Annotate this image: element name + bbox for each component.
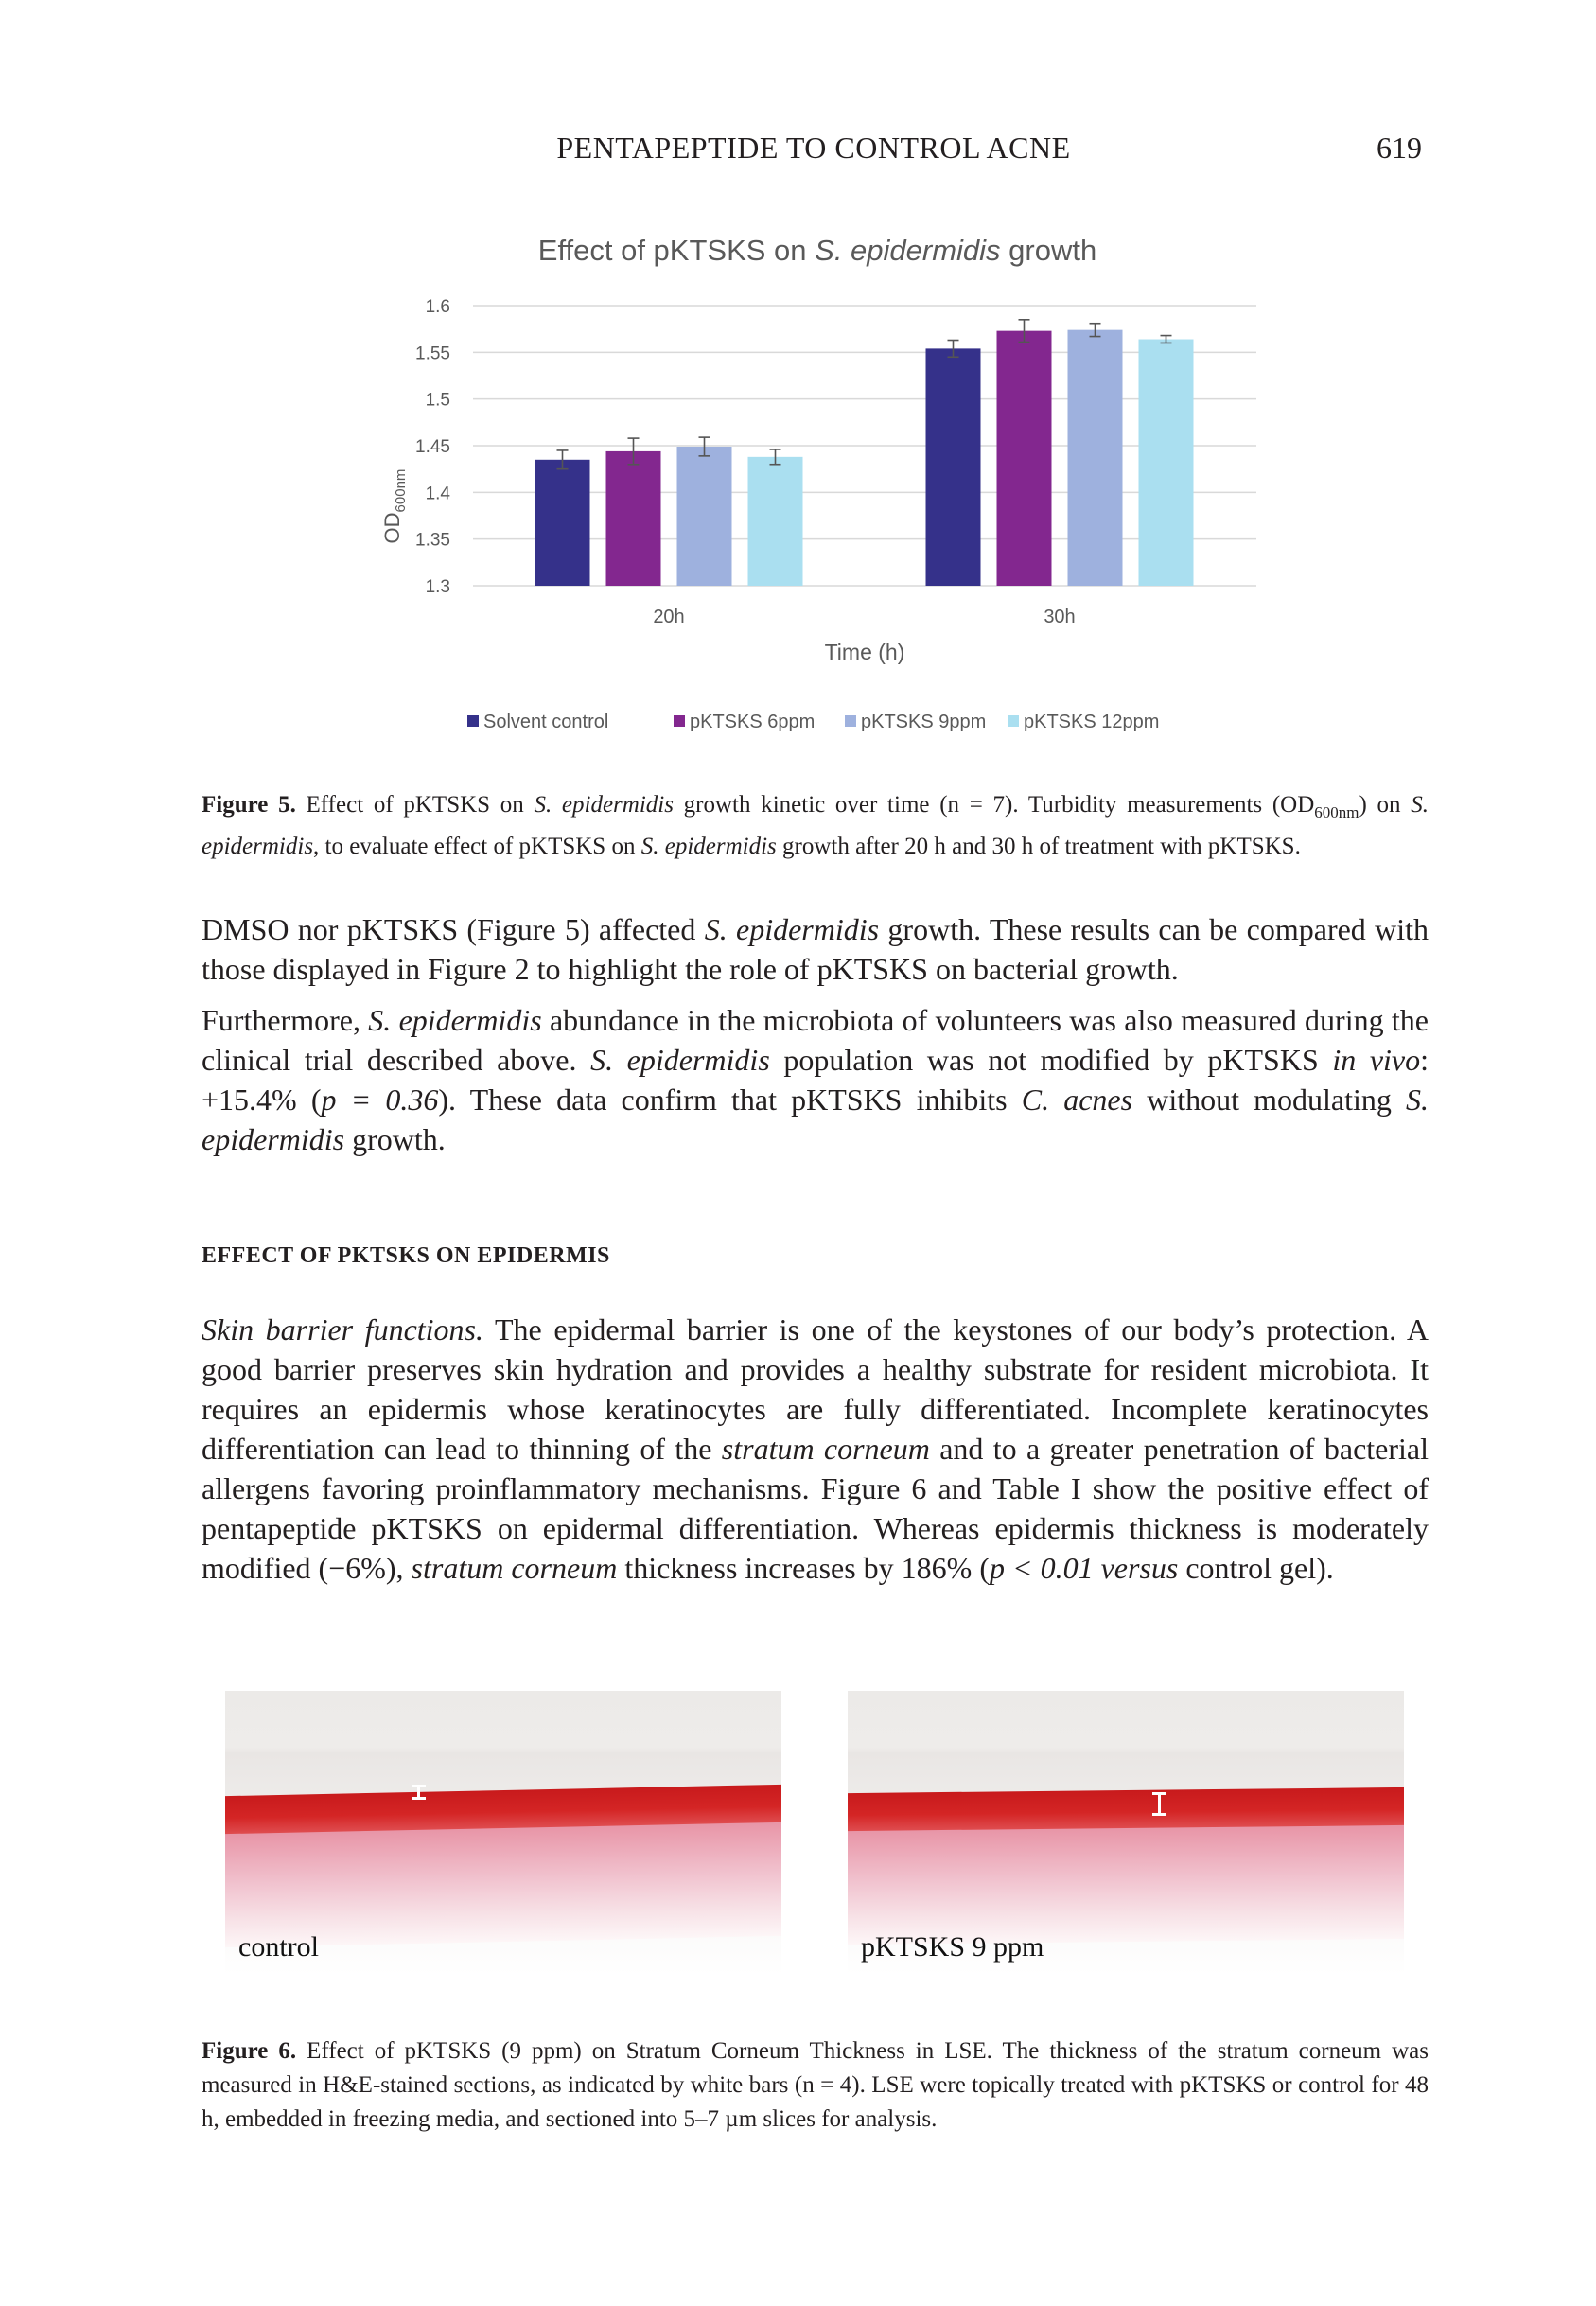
chart-x-axis-label: Time (h) (824, 640, 905, 664)
chart-y-axis-label-main: OD (380, 512, 404, 544)
figure6-caption (202, 2034, 1429, 2137)
paragraph-text: and to a greater penetration of bacterial allergens favoring proinflammatory mechanisms. Figure 6 and Table I show the positive effect of pentapeptide pKTSKS on epidermal differentiation. Whereas epidermis thickness is moderately modified (−6%), (202, 1432, 1429, 1585)
chart-title-part-3: growth (1000, 234, 1097, 267)
bar-solvent-control-20h (535, 460, 590, 586)
figure5-caption (202, 788, 1429, 864)
paragraph-text: control gel). (1178, 1551, 1334, 1585)
paragraph-italic: S. epidermidis (590, 1043, 770, 1077)
y-tick-label: 1.4 (425, 484, 450, 504)
figure6-caption-label: Figure 6. (202, 2038, 297, 2064)
figure5-caption-label: Figure 5. (202, 792, 296, 818)
paragraph-italic: S. epidermidis (704, 912, 880, 946)
paragraph-italic: p = 0.36 (321, 1083, 439, 1117)
figure6-micrograph-control (225, 1691, 781, 1975)
caption-text: growth after 20 h and 30 h of treatment with pKTSKS. (776, 834, 1301, 859)
page-number: 619 (1377, 131, 1422, 165)
paragraph-italic: S. epidermidis (368, 1003, 542, 1037)
bar-pktsks-12ppm-30h (1139, 340, 1194, 586)
caption-text: Effect of pKTSKS (9 ppm) on Stratum Corneum Thickness in LSE. The thickness of the stratum corneum was measured in H&E-stained sections, as indicated by white bars (n = 4). LSE were topically treated with pKTSKS or control for 48 h, embedded in freezing media, and sectioned into 5–7 (202, 2038, 1429, 2132)
paragraph-text: Furthermore, (202, 1003, 369, 1037)
caption-subscript: 600nm (1314, 803, 1359, 821)
paragraph-text: without modulating (1132, 1083, 1407, 1117)
legend-swatch (845, 715, 856, 727)
caption-text: ) on (1359, 792, 1412, 818)
chart-title-part-1: Effect of pKTSKS on (537, 234, 816, 267)
micrograph-label: control (238, 1931, 319, 1963)
paragraph-text: growth. (344, 1122, 446, 1156)
section-heading: EFFECT OF PKTSKS ON EPIDERMIS (202, 1243, 610, 1268)
paragraph-italic: in vivo (1332, 1043, 1421, 1077)
chart-legend (467, 712, 1159, 732)
y-tick-label: 1.3 (425, 577, 450, 597)
bar-pktsks-6ppm-30h (997, 331, 1052, 586)
paragraph-text: abundance in the microbiota of volunteers was also measured during the clinical trial described above. (202, 1003, 1429, 1077)
body-paragraph-3 (202, 1310, 1429, 1588)
paragraph-text: The epidermal barrier is one of the keystones of our body’s protection. A good barrier preserves skin hydration and provides a healthy substrate for resident microbiota. It requires an epidermis whose keratinocytes are fully differentiated. Incomplete keratinocytes differentiation can lead to thinning of the (202, 1312, 1429, 1466)
paragraph-text: DMSO nor pKTSKS (Figure 5) affected (202, 912, 705, 946)
bar-pktsks-9ppm-20h (677, 447, 732, 586)
paragraph-text: thickness increases by 186% ( (617, 1551, 990, 1585)
caption-text: , to evaluate effect of pKTSKS on (313, 834, 641, 859)
body-paragraph-1 (202, 909, 1429, 989)
bar-pktsks-12ppm-20h (748, 457, 803, 586)
paragraph-italic: Skin barrier functions. (202, 1312, 484, 1347)
caption-italic: S. epidermidis (202, 792, 1429, 859)
legend-label: Solvent control (483, 712, 609, 732)
stratum-corneum-scale-bar (1158, 1792, 1161, 1816)
y-tick-label: 1.6 (425, 297, 450, 317)
y-tick-label: 1.55 (415, 343, 450, 364)
bar-pktsks-6ppm-20h (606, 451, 661, 586)
paragraph-text: : +15.4% ( (202, 1043, 1429, 1117)
chart-y-axis-label-sub: 600nm (393, 468, 409, 513)
paragraph-italic: S. epidermidis (202, 1083, 1429, 1156)
y-tick-label: 1.35 (415, 530, 450, 551)
legend-label: pKTSKS 9ppm (861, 712, 987, 732)
paragraph-italic: p < 0.01 versus (989, 1551, 1179, 1585)
caption-text: growth kinetic over time (n = 7). Turbidity measurements (OD (673, 792, 1315, 818)
y-tick-label: 1.45 (415, 437, 450, 457)
y-tick-label: 1.5 (425, 390, 450, 411)
caption-italic: S. epidermidis (640, 834, 777, 859)
body-paragraph-2 (202, 1000, 1429, 1159)
legend-swatch (1008, 715, 1019, 727)
paragraph-text: growth. These results can be compared with those displayed in Figure 2 to highlight the role of pKTSKS on bacterial growth. (202, 912, 1429, 986)
paragraph-text: population was not modified by pKTSKS (769, 1043, 1333, 1077)
bar-solvent-control-30h (926, 348, 981, 586)
paragraph-italic: C. acnes (1021, 1083, 1133, 1117)
legend-label: pKTSKS 12ppm (1024, 712, 1160, 732)
paragraph-italic: stratum corneum (411, 1551, 618, 1585)
legend-label: pKTSKS 6ppm (690, 712, 816, 732)
chart-y-tick-labels (415, 297, 450, 597)
paragraph-text: ). These data confirm that pKTSKS inhibits (438, 1083, 1022, 1117)
legend-swatch (467, 715, 479, 727)
bar-pktsks-9ppm-30h (1068, 330, 1123, 586)
micrograph-label: pKTSKS 9 ppm (861, 1931, 1044, 1963)
chart-title (538, 234, 1096, 267)
x-tick-label: 30h (1044, 607, 1076, 627)
running-title: PENTAPEPTIDE TO CONTROL ACNE (556, 131, 1071, 165)
caption-mu: µ (725, 2106, 739, 2132)
caption-text: Effect of pKTSKS on (295, 792, 535, 818)
x-tick-label: 20h (653, 607, 685, 627)
figure5-chart (360, 222, 1268, 752)
chart-x-tick-labels (653, 607, 1075, 627)
chart-y-axis-label (380, 469, 409, 544)
stratum-corneum-scale-bar (417, 1785, 420, 1800)
caption-text: m slices for analysis. (738, 2106, 938, 2132)
legend-swatch (674, 715, 685, 727)
chart-title-part-2: S. epidermidis (815, 234, 1001, 267)
caption-italic: S. epidermidis (534, 792, 674, 818)
paragraph-italic: stratum corneum (721, 1432, 930, 1466)
figure6-micrograph-pktsks (848, 1691, 1404, 1975)
